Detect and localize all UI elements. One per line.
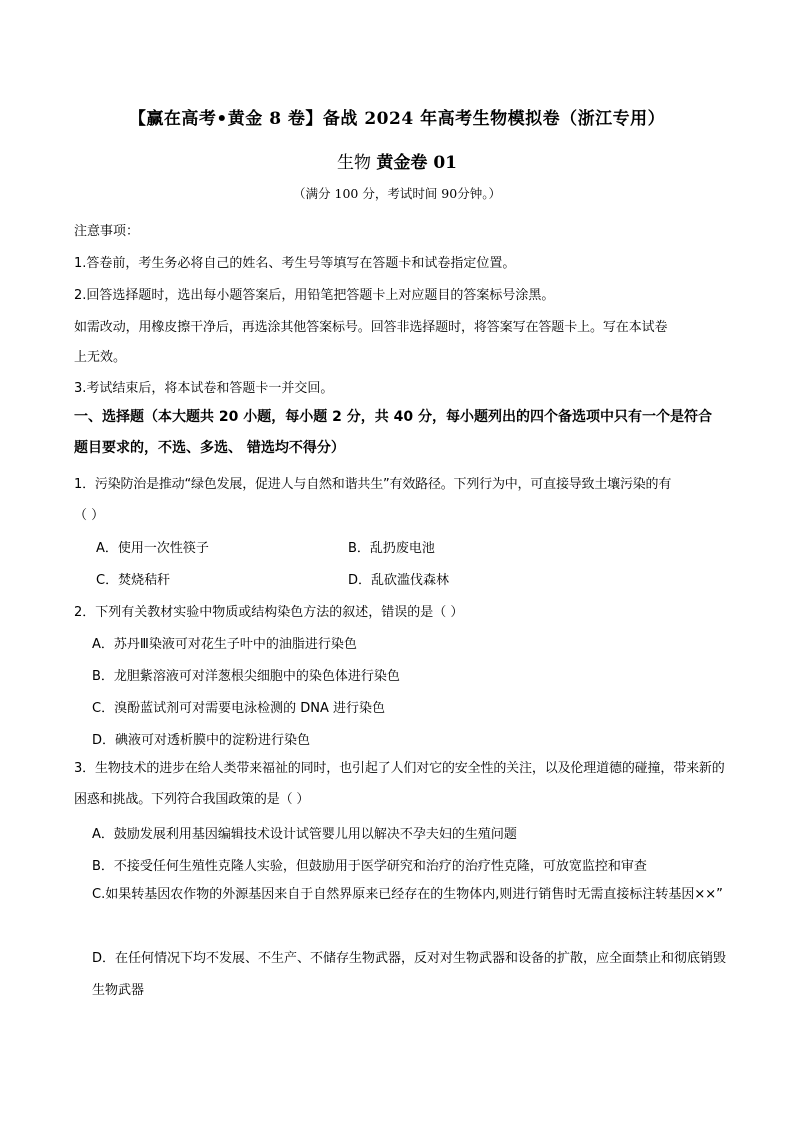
q2-option-a: A．苏丹Ⅲ染液可对花生子叶中的油脂进行染色 [92,637,357,652]
q1-option-c: C．焚烧秸秆 [96,573,171,588]
q2-option-d: D．碘液可对透析膜中的淀粉进行染色 [92,733,311,748]
notice-item-1: 1.答卷前，考生务必将自己的姓名、考生号等填写在答题卡和试卷指定位置。 [74,256,516,271]
page-title: 【赢在高考•黄金 8 卷】备战 2024 年高考生物模拟卷（浙江专用） [128,109,666,129]
q2-option-c: C．溴酚蓝试剂可对需要电泳检测的 DNA 进行染色 [92,701,385,716]
q1-option-a: A．使用一次性筷子 [96,541,209,556]
q1-option-d: D．乱砍滥伐森林 [348,573,450,588]
q3-option-a: A．鼓励发展利用基因编辑技术设计试管婴儿用以解决不孕夫妇的生殖问题 [92,827,517,842]
paper-subtitle [0,148,794,173]
section-heading: 一、选择题（本大题共 20 小题，每小题 2 分，共 40 分，每小题列出的四个备选项中只有一个是符合题目要求的，不选、多选、 错选均不得分） [74,409,712,456]
q2-stem: 2．下列有关教材实验中物质或结构染色方法的叙述，错误的是（ ） [74,605,464,620]
notice-item-2-continued: 如需改动，用橡皮擦干净后，再选涂其他答案标号。回答非选择题时，将答案写在答题卡上。写在本试卷 [74,320,668,335]
q1-option-b: B．乱扔废电池 [348,541,435,556]
notice-item-2-continued-end: 上无效。 [74,350,127,365]
q2-option-b: B．龙胆紫溶液可对洋葱根尖细胞中的染色体进行染色 [92,669,400,684]
q3-option-d: D．在任何情况下均不发展、不生产、不储存生物武器，反对对生物武器和设备的扩散，应全面禁止和彻底销毁生物武器 [92,951,727,998]
q3-option-c: C.如果转基因农作物的外源基因来自于自然界原来已经存在的生物体内,则进行销售时无需直接标注转基因××” [92,887,723,902]
notice-item-3: 3.考试结束后，将本试卷和答题卡一并交回。 [74,381,334,396]
q3-stem: 3．生物技术的进步在给人类带来福祉的同时，也引起了人们对它的安全性的关注，以及伦理道德的碰撞，带来新的困惑和挑战。下列符合我国政策的是（ ） [74,761,725,807]
notice-heading: 注意事项： [74,224,140,239]
q1-stem: 1．污染防治是推动“绿色发展，促进人与自然和谐共生”有效路径。下列行为中，可直接导致土壤污染的有 [74,477,672,492]
score-time-note: （满分 100 分，考试时间 90分钟。） [293,186,501,201]
q1-stem-bracket: （ ） [74,508,105,523]
paper-name: 黄金卷 01 [376,153,457,173]
notice-item-2: 2.回答选择题时，选出每小题答案后，用铅笔把答题卡上对应题目的答案标号涂黑。 [74,288,555,303]
q3-option-b: B．不接受任何生殖性克隆人实验，但鼓励用于医学研究和治疗的治疗性克隆，可放宽监控和审查 [92,859,647,874]
subject-label: 生物 [337,153,371,173]
